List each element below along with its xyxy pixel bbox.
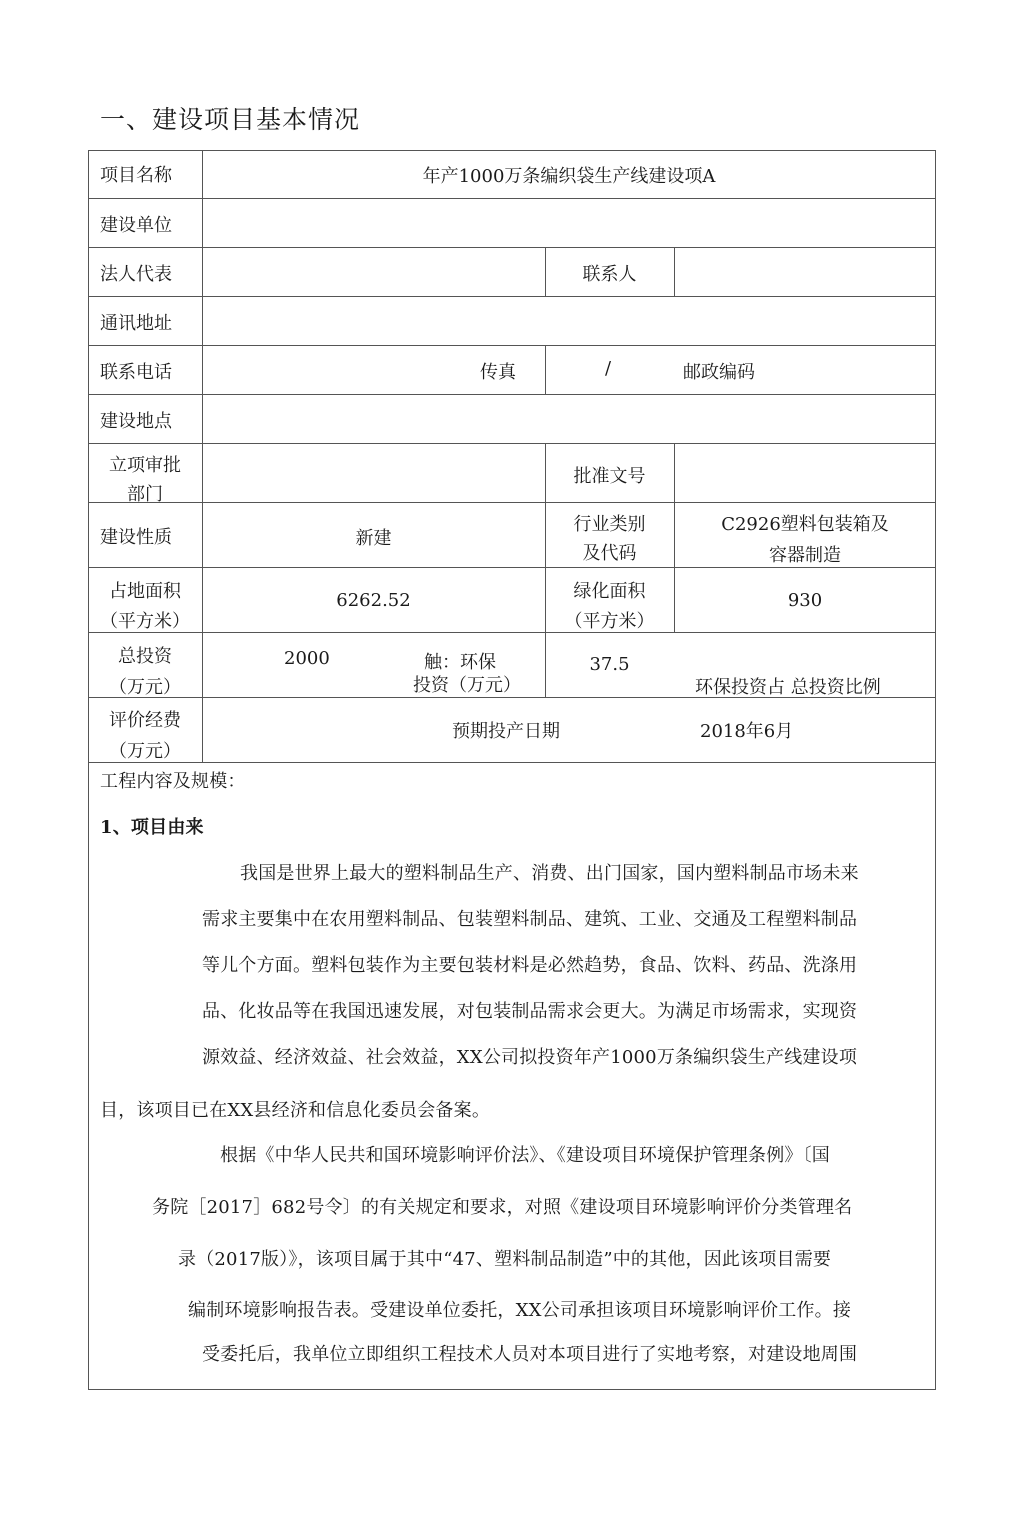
row-divider	[88, 296, 936, 297]
content-heading: 工程内容及规模：	[100, 771, 246, 792]
paragraph-line: 需求主要集中在农用塑料制品、包装塑料制品、建筑、工业、交通及工程塑料制品	[202, 909, 858, 930]
area-value: 6262.52	[336, 590, 411, 611]
industry-value-1: C2926塑料包装箱及	[721, 514, 889, 535]
approval-dept-label-1: 立项审批	[109, 455, 181, 476]
legal-rep-label: 法人代表	[100, 264, 172, 285]
row-divider	[88, 345, 936, 346]
fax-label: 传真	[480, 362, 516, 383]
postcode-label: 邮政编码	[683, 362, 755, 383]
row-divider	[88, 632, 936, 633]
row-divider	[88, 247, 936, 248]
green-label-1: 绿化面积	[573, 581, 646, 602]
row-divider	[88, 443, 936, 444]
paragraph-line: 我国是世界上最大的塑料制品生产、消费、出门国家，国内塑料制品市场未来	[240, 863, 859, 884]
row-divider	[88, 198, 936, 199]
industry-value-2: 容器制造	[769, 545, 841, 566]
green-label-2: （平方米）	[564, 611, 655, 632]
section-heading: 1、项目由来	[100, 817, 204, 838]
row-divider	[88, 762, 936, 763]
build-unit-label: 建设单位	[100, 215, 172, 236]
industry-label-1: 行业类别	[573, 514, 646, 535]
fax-value: /	[605, 358, 612, 379]
page-title: 一、建设项目基本情况	[100, 105, 361, 134]
address-label: 通讯地址	[100, 313, 172, 334]
start-date-label: 预期投产日期	[452, 721, 560, 742]
paragraph-line: 目，该项目已在XX县经济和信息化委员会备案。	[100, 1100, 491, 1121]
column-divider	[202, 150, 203, 762]
green-value: 930	[787, 590, 823, 611]
paragraph-line: 源效益、经济效益、社会效益，XX公司拟投资年产1000万条编织袋生产线建设项	[202, 1047, 858, 1068]
row-divider	[88, 567, 936, 568]
column-divider	[674, 247, 675, 296]
nature-label: 建设性质	[100, 527, 172, 548]
paragraph-line: 录（2017版）》，该项目属于其中“47、塑料制品制造”中的其他，因此该项目需要	[178, 1249, 832, 1270]
paragraph-line: 根据《中华人民共和国环境影响评价法》、《建设项目环境保护管理条例》〔国	[220, 1145, 830, 1166]
project-name-label: 项目名称	[100, 165, 172, 186]
env-ratio-label: 环保投资占 总投资比例	[695, 677, 881, 698]
phone-label: 联系电话	[100, 362, 172, 383]
area-label-2: （平方米）	[100, 611, 190, 632]
industry-label-2: 及代码	[582, 543, 637, 564]
site-label: 建设地点	[100, 411, 172, 432]
start-date-value: 2018年6月	[700, 721, 794, 742]
paragraph-line: 品、化妆品等在我国迅速发展，对包装制品需求会更大。为满足市场需求，实现资	[202, 1001, 858, 1022]
row-divider	[88, 394, 936, 395]
row-divider	[88, 502, 936, 503]
paragraph-line: 等儿个方面。塑料包装作为主要包装材料是必然趋势，食品、饮料、药品、洗涤用	[202, 955, 858, 976]
approval-no-label: 批准文号	[573, 466, 646, 487]
paragraph-line: 务院［2017］682号令〕的有关规定和要求，对照《建设项目环境影响评价分类管理名	[152, 1197, 853, 1218]
env-invest-label-1: 触：环保	[424, 652, 496, 673]
invest-value: 2000	[284, 648, 330, 669]
env-invest-label-2: 投资（万元）	[413, 675, 521, 696]
paragraph-line: 受委托后，我单位立即组织工程技术人员对本项目进行了实地考察，对建设地周围	[202, 1344, 858, 1365]
area-label-1: 占地面积	[109, 581, 181, 602]
nature-value: 新建	[355, 528, 392, 549]
invest-label-2: （万元）	[109, 677, 181, 698]
approval-dept-label-2: 部门	[127, 484, 163, 505]
env-invest-value: 37.5	[589, 654, 630, 675]
invest-label-1: 总投资	[118, 646, 172, 667]
contact-label: 联系人	[582, 264, 637, 285]
column-divider	[545, 345, 546, 394]
fee-label-2: （万元）	[109, 741, 181, 762]
paragraph-line: 编制环境影响报告表。受建设单位委托，XX公司承担该项目环境影响评价工作。接	[188, 1300, 852, 1321]
project-name-value: 年产1000万条编织袋生产线建设项A	[422, 166, 716, 187]
fee-label-1: 评价经费	[109, 710, 181, 731]
